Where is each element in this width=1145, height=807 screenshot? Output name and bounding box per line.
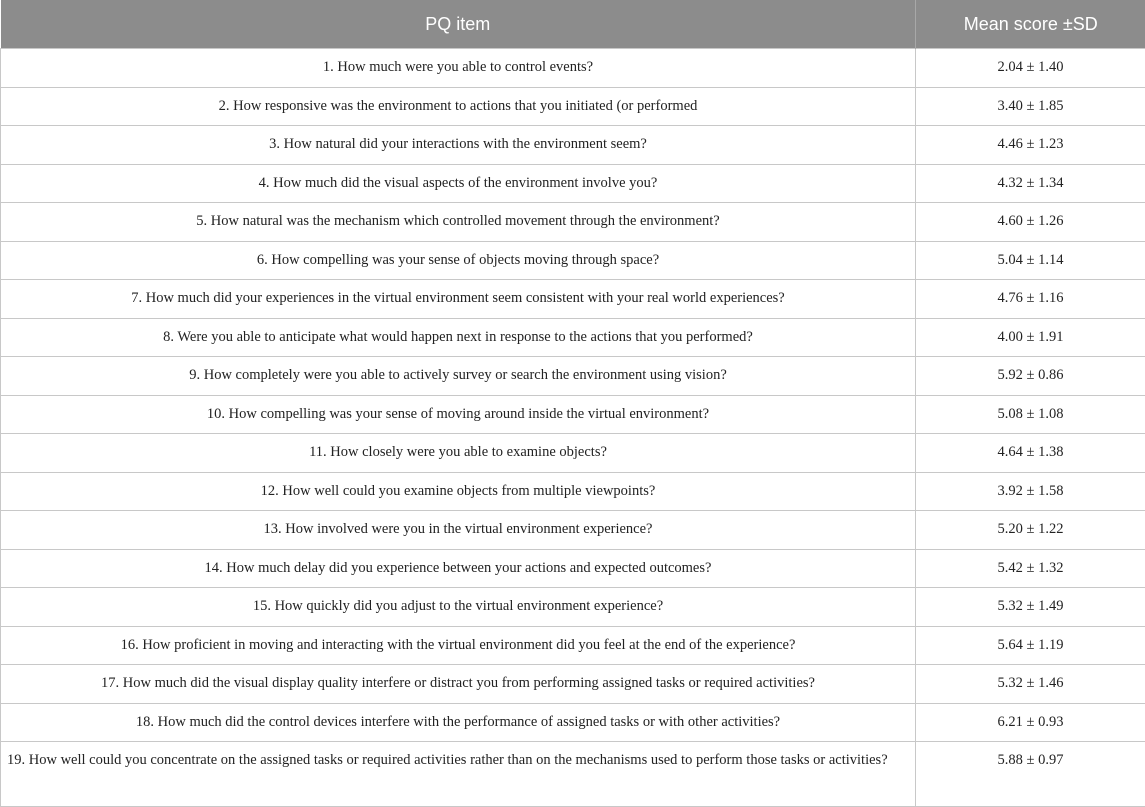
table-row <box>1 318 1145 357</box>
score-cell: 4.32 ± 1.34 <box>916 164 1145 203</box>
pq-item-cell: 13. How involved were you in the virtual environment experience? <box>1 511 916 550</box>
pq-item-cell: 5. How natural was the mechanism which controlled movement through the environment? <box>1 203 916 242</box>
pq-item-cell: 6. How compelling was your sense of objects moving through space? <box>1 241 916 280</box>
table-row <box>1 280 1145 319</box>
pq-item-cell: 16. How proficient in moving and interacting with the virtual environment did you feel at the end of the experience? <box>1 626 916 665</box>
table-row <box>1 395 1145 434</box>
pq-item-cell: 12. How well could you examine objects from multiple viewpoints? <box>1 472 916 511</box>
table-row <box>1 742 1145 807</box>
pq-item-cell: 18. How much did the control devices interfere with the performance of assigned tasks or with other activities? <box>1 703 916 742</box>
table-row <box>1 703 1145 742</box>
table-row <box>1 665 1145 704</box>
table-row <box>1 472 1145 511</box>
score-cell: 5.32 ± 1.46 <box>916 665 1145 704</box>
pq-item-cell: 2. How responsive was the environment to actions that you initiated (or performed <box>1 87 916 126</box>
score-cell: 5.20 ± 1.22 <box>916 511 1145 550</box>
table-row <box>1 549 1145 588</box>
pq-item-cell: 10. How compelling was your sense of moving around inside the virtual environment? <box>1 395 916 434</box>
score-cell: 5.42 ± 1.32 <box>916 549 1145 588</box>
pq-item-cell: 17. How much did the visual display quality interfere or distract you from performing assigned tasks or required activities? <box>1 665 916 704</box>
table-row <box>1 357 1145 396</box>
header-mean-score: Mean score ±SD <box>916 0 1145 49</box>
table-row <box>1 626 1145 665</box>
score-cell: 5.04 ± 1.14 <box>916 241 1145 280</box>
pq-item-cell: 4. How much did the visual aspects of the environment involve you? <box>1 164 916 203</box>
table-row <box>1 126 1145 165</box>
pq-item-cell: 19. How well could you concentrate on the assigned tasks or required activities rather than on the mechanisms used to perform those tasks or activities? <box>1 742 916 807</box>
table-row <box>1 434 1145 473</box>
score-cell: 4.60 ± 1.26 <box>916 203 1145 242</box>
pq-item-cell: 8. Were you able to anticipate what would happen next in response to the actions that you performed? <box>1 318 916 357</box>
score-cell: 4.76 ± 1.16 <box>916 280 1145 319</box>
table-row <box>1 588 1145 627</box>
score-cell: 5.32 ± 1.49 <box>916 588 1145 627</box>
table-row <box>1 241 1145 280</box>
score-cell: 3.40 ± 1.85 <box>916 87 1145 126</box>
table-row <box>1 203 1145 242</box>
header-pq-item: PQ item <box>1 0 916 49</box>
score-cell: 4.46 ± 1.23 <box>916 126 1145 165</box>
score-cell: 6.21 ± 0.93 <box>916 703 1145 742</box>
pq-item-cell: 7. How much did your experiences in the virtual environment seem consistent with your real world experiences? <box>1 280 916 319</box>
pq-item-cell: 1. How much were you able to control events? <box>1 49 916 88</box>
score-cell: 5.64 ± 1.19 <box>916 626 1145 665</box>
score-cell: 5.08 ± 1.08 <box>916 395 1145 434</box>
score-cell: 4.64 ± 1.38 <box>916 434 1145 473</box>
table-row <box>1 49 1145 88</box>
pq-item-cell: 14. How much delay did you experience between your actions and expected outcomes? <box>1 549 916 588</box>
table-row <box>1 164 1145 203</box>
score-cell: 5.92 ± 0.86 <box>916 357 1145 396</box>
score-cell: 4.00 ± 1.91 <box>916 318 1145 357</box>
pq-item-cell: 15. How quickly did you adjust to the virtual environment experience? <box>1 588 916 627</box>
pq-item-cell: 3. How natural did your interactions with the environment seem? <box>1 126 916 165</box>
score-cell: 2.04 ± 1.40 <box>916 49 1145 88</box>
header-row <box>1 0 1145 49</box>
table-row <box>1 87 1145 126</box>
score-cell: 3.92 ± 1.58 <box>916 472 1145 511</box>
pq-item-cell: 9. How completely were you able to actively survey or search the environment using vision? <box>1 357 916 396</box>
pq-item-cell: 11. How closely were you able to examine objects? <box>1 434 916 473</box>
score-cell: 5.88 ± 0.97 <box>916 742 1145 807</box>
table-row <box>1 511 1145 550</box>
